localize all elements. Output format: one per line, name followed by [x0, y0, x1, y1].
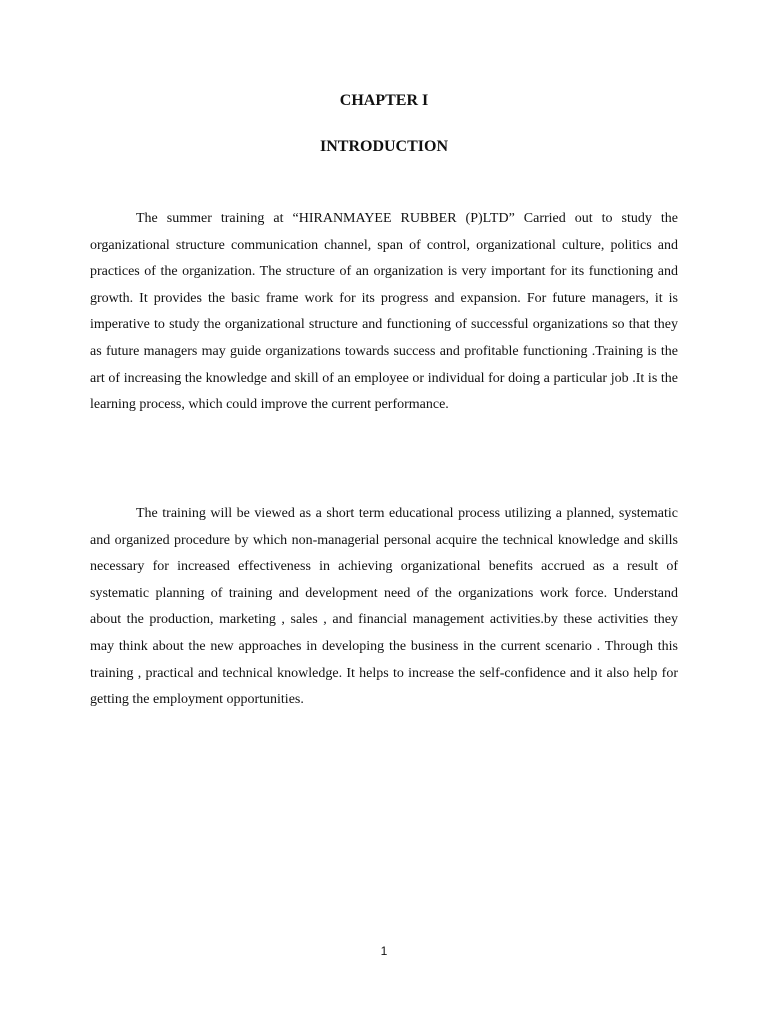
chapter-heading: CHAPTER I — [339, 92, 429, 109]
paragraph: The training will be viewed as a short term educational process utilizing a planned, systematic and organized procedure by which non-managerial personal acquire the technical knowledge and skills necessary for increased effectiveness in achieving organizational benefits accrued as a result of systematic planning of training and development need of the organizations work force. Understand about the production, marketing , sales , and financial management activities.by these activities they may think about the new approaches in developing the business in the current scenario . Through this training , practical and technical knowledge. It helps to increase the self-confidence and it also help for getting the employment opportunities. — [90, 506, 678, 708]
paragraph: The summer training at “HIRANMAYEE RUBBER (P)LTD” Carried out to study the organizational structure communication channel, span of control, organizational culture, politics and practices of the organization. The structure of an organization is very important for its functioning and growth. It provides the basic frame work for its progress and expansion. For future managers, it is imperative to study the organizational structure and functioning of successful organizations so that they as future managers may guide organizations towards success and profitable functioning .Training is the art of increasing the knowledge and skill of an employee or individual for doing a particular job .It is the learning process, which could improve the current performance. — [90, 211, 678, 413]
page-number: 1 — [380, 944, 388, 958]
section-title: INTRODUCTION — [319, 138, 448, 155]
